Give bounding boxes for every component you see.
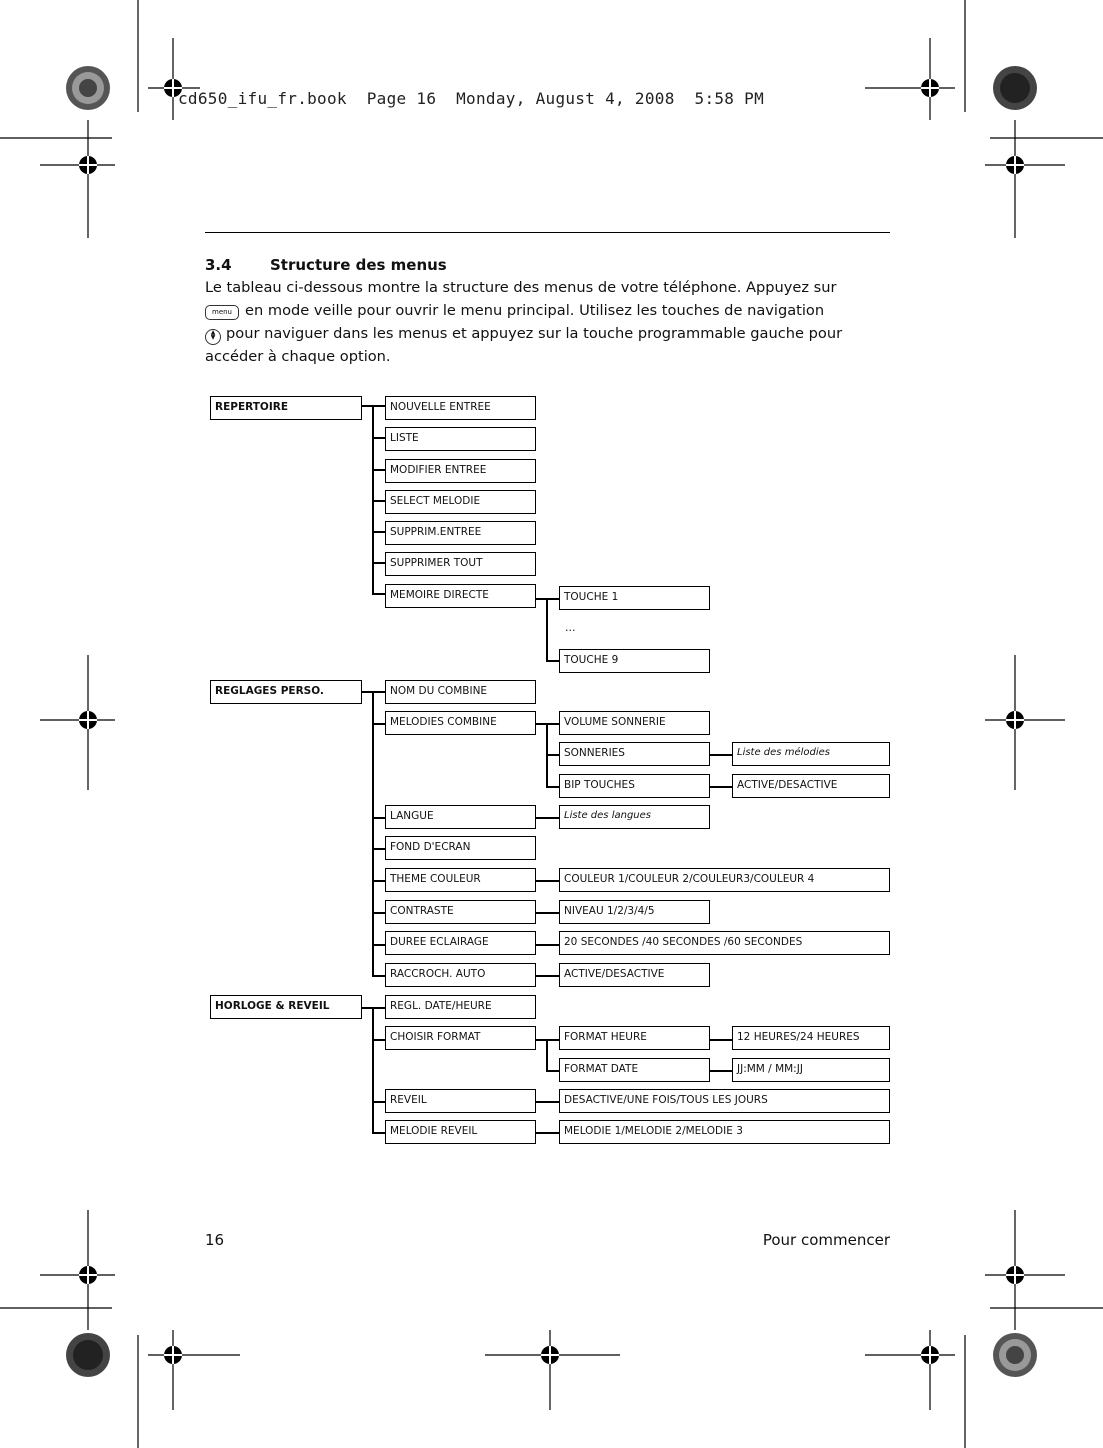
connector bbox=[372, 723, 385, 725]
connector bbox=[546, 723, 559, 725]
connector bbox=[372, 469, 385, 471]
option-value: COULEUR 1/COULEUR 2/COULEUR3/COULEUR 4 bbox=[559, 868, 890, 892]
connector bbox=[710, 1039, 732, 1041]
option-value: JJ:MM / MM:JJ bbox=[732, 1058, 890, 1082]
connector bbox=[372, 1132, 385, 1134]
connector bbox=[536, 912, 559, 914]
menu-item: THEME COULEUR bbox=[385, 868, 536, 892]
menu-item: SELECT MELODIE bbox=[385, 490, 536, 514]
option-value: Liste des mélodies bbox=[732, 742, 890, 766]
connector bbox=[372, 1007, 374, 1133]
connector bbox=[372, 817, 385, 819]
connector bbox=[546, 1039, 548, 1071]
submenu-ellipsis: ... bbox=[565, 621, 576, 634]
connector bbox=[536, 1101, 559, 1103]
connector bbox=[372, 1007, 385, 1009]
option-value: NIVEAU 1/2/3/4/5 bbox=[559, 900, 710, 924]
connector bbox=[372, 944, 385, 946]
connector bbox=[710, 786, 732, 788]
menu-item: LANGUE bbox=[385, 805, 536, 829]
connector bbox=[710, 754, 732, 756]
connector bbox=[372, 405, 374, 593]
option-value: DESACTIVE/UNE FOIS/TOUS LES JOURS bbox=[559, 1089, 890, 1113]
print-header: cd650_ifu_fr.book Page 16 Monday, August 4, 2008 5:58 PM bbox=[178, 89, 765, 108]
option-value: Liste des langues bbox=[559, 805, 710, 829]
section-title: Structure des menus bbox=[270, 256, 447, 274]
option-value: ACTIVE/DESACTIVE bbox=[559, 963, 710, 987]
menu-item: MELODIE REVEIL bbox=[385, 1120, 536, 1144]
menu-item: NOUVELLE ENTREE bbox=[385, 396, 536, 420]
intro-part3: pour naviguer dans les menus et appuyez sur la touche programmable gauche pour accéder à chaque option. bbox=[205, 325, 843, 365]
connector bbox=[372, 880, 385, 882]
submenu-item: FORMAT HEURE bbox=[559, 1026, 710, 1050]
connector bbox=[372, 912, 385, 914]
option-value: ACTIVE/DESACTIVE bbox=[732, 774, 890, 798]
connector bbox=[372, 1039, 385, 1041]
menu-item: CHOISIR FORMAT bbox=[385, 1026, 536, 1050]
connector bbox=[710, 1070, 732, 1072]
connector bbox=[546, 786, 559, 788]
section-number: 3.4 bbox=[205, 256, 232, 274]
menu-item: SUPPRIMER TOUT bbox=[385, 552, 536, 576]
footer-section-name: Pour commencer bbox=[762, 1231, 890, 1249]
submenu-item: VOLUME SONNERIE bbox=[559, 711, 710, 735]
intro-paragraph bbox=[205, 276, 895, 368]
menu-item: DUREE ECLAIRAGE bbox=[385, 931, 536, 955]
connector bbox=[546, 1039, 559, 1041]
menu-item: FOND D'ECRAN bbox=[385, 836, 536, 860]
menu-root-horloge: HORLOGE & REVEIL bbox=[210, 995, 362, 1019]
connector bbox=[372, 562, 385, 564]
connector bbox=[372, 531, 385, 533]
menu-item: REGL. DATE/HEURE bbox=[385, 995, 536, 1019]
submenu-item: FORMAT DATE bbox=[559, 1058, 710, 1082]
menu-item: MELODIES COMBINE bbox=[385, 711, 536, 735]
intro-part1: Le tableau ci-dessous montre la structure des menus de votre téléphone. Appuyez sur bbox=[205, 279, 837, 296]
connector bbox=[372, 975, 385, 977]
menu-item: CONTRASTE bbox=[385, 900, 536, 924]
submenu-item: BIP TOUCHES bbox=[559, 774, 710, 798]
connector bbox=[372, 593, 385, 595]
connector bbox=[536, 944, 559, 946]
connector bbox=[546, 660, 559, 662]
connector bbox=[546, 598, 559, 600]
menu-root-repertoire: REPERTOIRE bbox=[210, 396, 362, 420]
menu-root-reglages: REGLAGES PERSO. bbox=[210, 680, 362, 704]
connector bbox=[372, 437, 385, 439]
connector bbox=[372, 405, 385, 407]
menu-item: SUPPRIM.ENTREE bbox=[385, 521, 536, 545]
submenu-item: TOUCHE 1 bbox=[559, 586, 710, 610]
option-value: 20 SECONDES /40 SECONDES /60 SECONDES bbox=[559, 931, 890, 955]
connector bbox=[546, 754, 559, 756]
menu-item: RACCROCH. AUTO bbox=[385, 963, 536, 987]
connector bbox=[536, 975, 559, 977]
option-value: MELODIE 1/MELODIE 2/MELODIE 3 bbox=[559, 1120, 890, 1144]
connector bbox=[546, 1070, 559, 1072]
connector bbox=[536, 1132, 559, 1134]
connector bbox=[372, 691, 374, 976]
connector bbox=[536, 880, 559, 882]
option-value: 12 HEURES/24 HEURES bbox=[732, 1026, 890, 1050]
page-number: 16 bbox=[205, 1231, 225, 1249]
menu-key-icon: menu bbox=[205, 305, 239, 320]
connector bbox=[536, 817, 559, 819]
connector bbox=[372, 1101, 385, 1103]
intro-part2: en mode veille pour ouvrir le menu principal. Utilisez les touches de navigation bbox=[245, 302, 825, 319]
menu-item: MEMOIRE DIRECTE bbox=[385, 584, 536, 608]
connector bbox=[372, 500, 385, 502]
connector bbox=[372, 848, 385, 850]
connector bbox=[546, 598, 548, 661]
menu-item: LISTE bbox=[385, 427, 536, 451]
submenu-item: SONNERIES bbox=[559, 742, 710, 766]
submenu-item: TOUCHE 9 bbox=[559, 649, 710, 673]
menu-item: NOM DU COMBINE bbox=[385, 680, 536, 704]
connector bbox=[372, 691, 385, 693]
top-rule bbox=[205, 232, 890, 233]
menu-item: REVEIL bbox=[385, 1089, 536, 1113]
section-heading bbox=[205, 256, 447, 274]
menu-item: MODIFIER ENTREE bbox=[385, 459, 536, 483]
navigation-key-icon: ▲ ▼ bbox=[205, 329, 221, 345]
